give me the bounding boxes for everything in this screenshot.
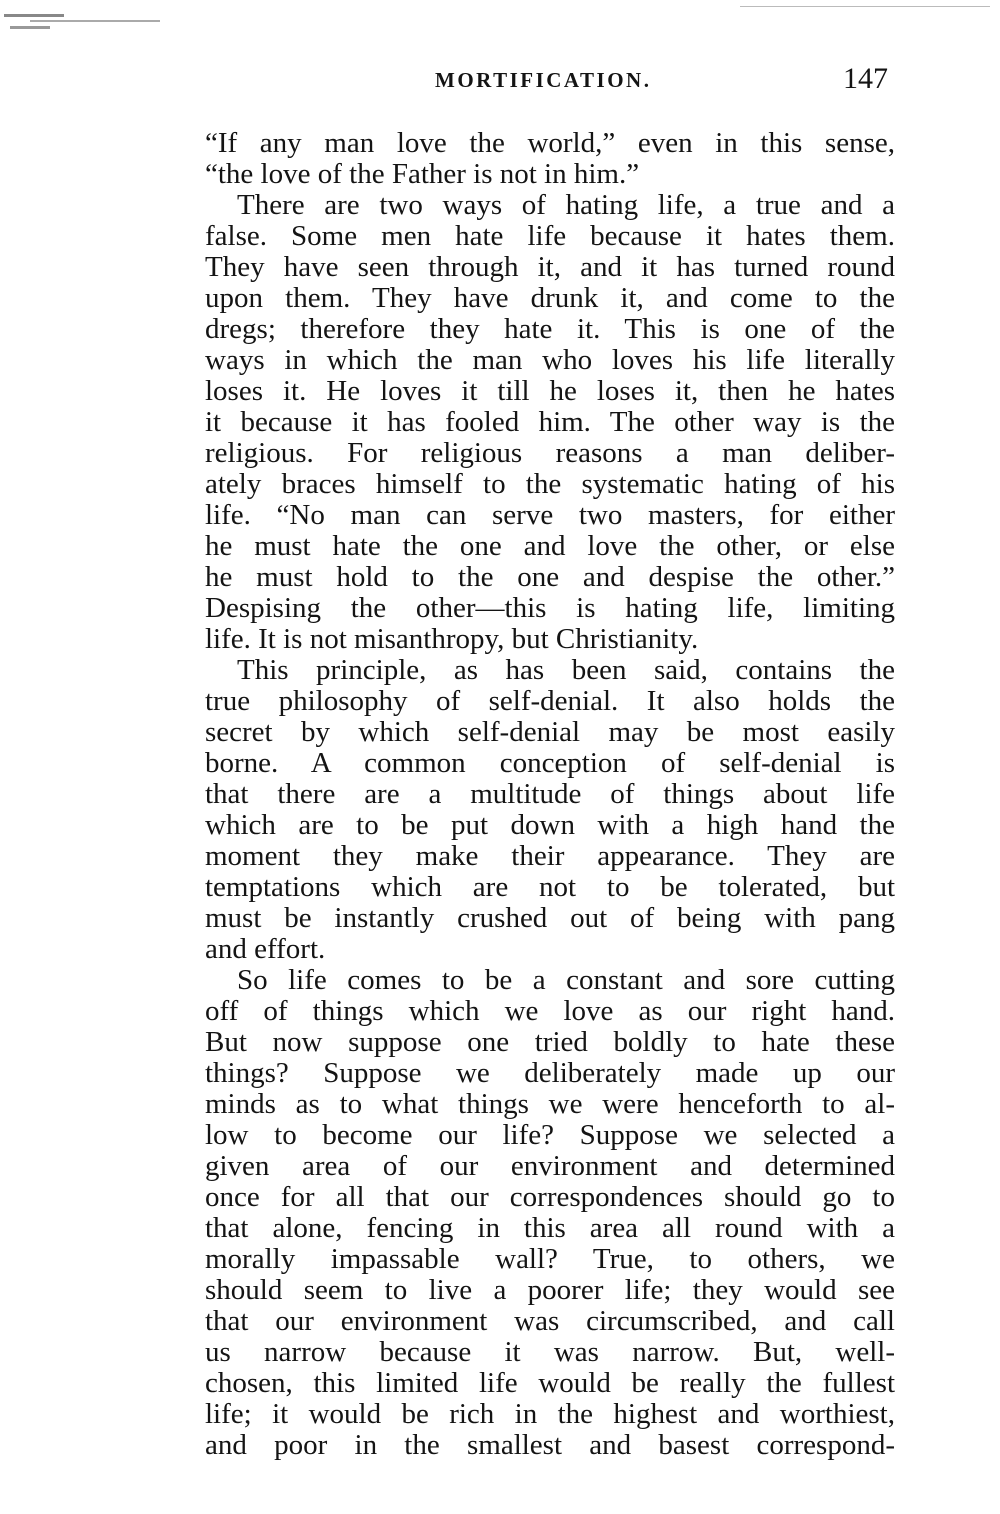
text-line: “If any man love the world,” even in this sense, [205, 128, 895, 159]
text-line: This principle, as has been said, contains the [237, 655, 895, 686]
text-line: They have seen through it, and it has turned round [205, 252, 895, 283]
text-line: But now suppose one tried boldly to hate these [205, 1027, 895, 1058]
text-line: dregs; therefore they hate it. This is one of the [205, 314, 895, 345]
text-line: that alone, fencing in this area all round with a [205, 1213, 895, 1244]
text-line: things? Suppose we deliberately made up our [205, 1058, 895, 1089]
text-line: low to become our life? Suppose we selected a [205, 1120, 895, 1151]
text-line: secret by which self-denial may be most easily [205, 717, 895, 748]
page-number: 147 [843, 62, 888, 95]
scan-speck [10, 26, 50, 29]
text-line: minds as to what things we were henceforth to al- [205, 1089, 895, 1120]
text-line: he must hate the one and love the other, or else [205, 531, 895, 562]
text-line: once for all that our correspondences should go to [205, 1182, 895, 1213]
text-line: ways in which the man who loves his life literally [205, 345, 895, 376]
text-line: upon them. They have drunk it, and come to the [205, 283, 895, 314]
text-line: that there are a multitude of things about life [205, 779, 895, 810]
text-line: borne. A common conception of self-denial is [205, 748, 895, 779]
text-line: and poor in the smallest and basest correspond- [205, 1430, 895, 1461]
text-line: morally impassable wall? True, to others, we [205, 1244, 895, 1275]
text-line: he must hold to the one and despise the other.” [205, 562, 895, 593]
text-line: true philosophy of self-denial. It also holds the [205, 686, 895, 717]
text-line: ately braces himself to the systematic hating of his [205, 469, 895, 500]
text-line: must be instantly crushed out of being with pang [205, 903, 895, 934]
text-line: that our environment was circumscribed, and call [205, 1306, 895, 1337]
text-line: life; it would be rich in the highest and worthiest, [205, 1399, 895, 1430]
text-line: loses it. He loves it till he loses it, then he hates [205, 376, 895, 407]
text-line: chosen, this limited life would be really the fullest [205, 1368, 895, 1399]
text-line: us narrow because it was narrow. But, well- [205, 1337, 895, 1368]
text-line: “the love of the Father is not in him.” [205, 159, 640, 190]
text-line: moment they make their appearance. They are [205, 841, 895, 872]
text-line: religious. For religious reasons a man deliber- [205, 438, 895, 469]
text-line: off of things which we love as our right hand. [205, 996, 895, 1027]
text-line: it because it has fooled him. The other way is the [205, 407, 895, 438]
scan-speck [4, 14, 64, 17]
running-title: MORTIFICATION. [435, 68, 652, 92]
text-line: false. Some men hate life because it hates them. [205, 221, 895, 252]
text-line: should seem to live a poorer life; they would see [205, 1275, 895, 1306]
scan-speck [740, 6, 990, 7]
text-line: which are to be put down with a high hand the [205, 810, 895, 841]
text-line: temptations which are not to be tolerated, but [205, 872, 895, 903]
text-line: So life comes to be a constant and sore cutting [237, 965, 895, 996]
page-header [200, 62, 890, 102]
text-line: life. It is not misanthropy, but Christianity. [205, 624, 699, 655]
body-text [205, 128, 895, 1461]
text-line: Despising the other—this is hating life, limiting [205, 593, 895, 624]
text-line: and effort. [205, 934, 326, 965]
scan-speck [30, 20, 160, 22]
text-line: There are two ways of hating life, a true and a [237, 190, 895, 221]
text-line: life. “No man can serve two masters, for either [205, 500, 895, 531]
text-line: given area of our environment and determined [205, 1151, 895, 1182]
